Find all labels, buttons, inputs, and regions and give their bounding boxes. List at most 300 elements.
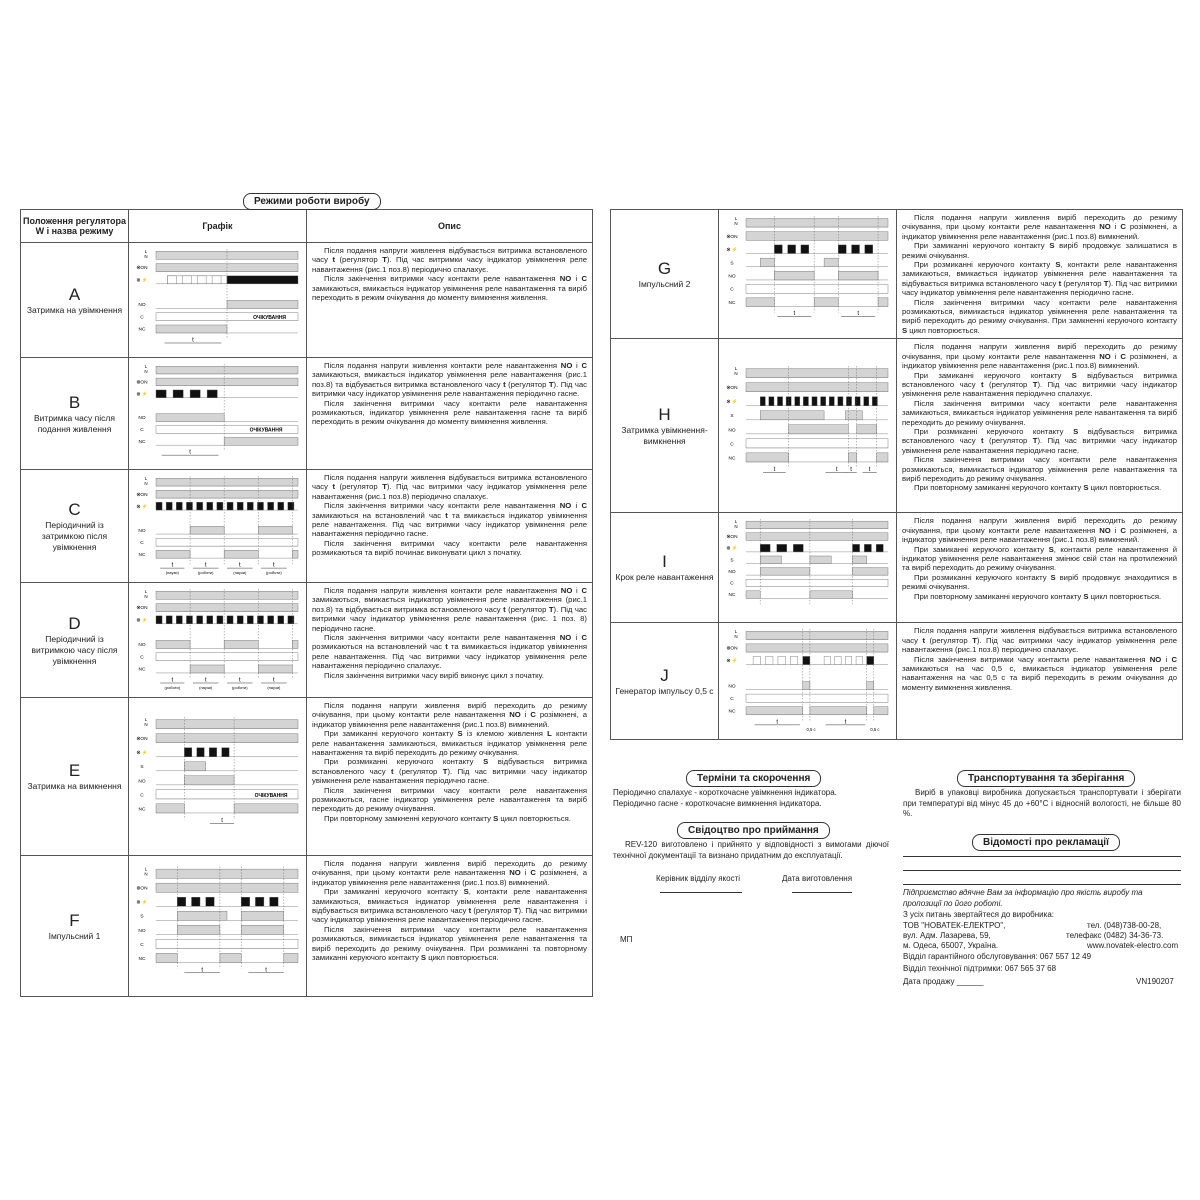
graph-label-led: ⊗ ⚡ (725, 547, 738, 553)
led-pulse (277, 616, 283, 624)
graph-label-nc: NC (138, 667, 145, 673)
control-s-bar (760, 411, 824, 420)
graph-label-c: C (729, 442, 734, 448)
company-city: м. Одеса, 65007, Україна. (903, 941, 999, 950)
company-web[interactable]: www.novatek-electro.com (1087, 941, 1179, 950)
graph-label-no: NO (137, 303, 146, 309)
mode-desc-cell (307, 470, 593, 583)
graph-label-on: ⊗ON (725, 535, 738, 541)
led-pulse (267, 502, 273, 510)
led-pulse (760, 397, 765, 406)
desc-paragraph: При замиканні керуючого контакту S із клемою живлення L контакти реле навантаження замикаються, вмикається індикатор увімкнення реле навантаження та виріб переходить до режиму очікування. (312, 729, 588, 758)
contact-intro: З усіх питань звертайтеся до виробника: (903, 910, 1054, 919)
time-label: t (238, 677, 241, 684)
graph-label-on: ⊗ON (135, 492, 148, 498)
time-label: t (188, 449, 191, 456)
led-pulse (196, 748, 203, 757)
nc-contact-bar (219, 953, 240, 962)
mode-name: Витримка часу після подання живлення (34, 412, 115, 434)
led-pulse (237, 616, 243, 624)
timing-diagram-d (130, 583, 306, 696)
led-pulse (212, 276, 221, 284)
no-contact-bar (156, 640, 190, 648)
mode-description (307, 856, 592, 965)
graph-label-l: L (734, 216, 737, 221)
power-bar (746, 521, 888, 529)
mode-graph-cell (129, 698, 307, 856)
mode-desc-cell (307, 698, 593, 856)
claims-line (903, 884, 1181, 885)
graph-label-on: ⊗ON (135, 266, 148, 272)
nc-contact-bar (746, 298, 774, 307)
led-pulse (846, 397, 851, 406)
led-pulse (156, 616, 162, 624)
time-label: t (204, 562, 207, 569)
timing-diagram-i (720, 513, 896, 621)
led-pulse (237, 502, 243, 510)
mode-description (307, 698, 592, 826)
desc-paragraph: При розмиканні керуючого контакту S, контакти реле навантаження замикаються, вмикається індикатор увімкнення реле навантаження та відбувається витримка встановленого часу t (регулятор T). Під час витримки часу індикатор увімкнення реле навантаження періодично гасне. (902, 260, 1178, 298)
graph-label-nc: NC (138, 807, 145, 813)
mode-name: Затримка на вимкнення (27, 781, 122, 791)
mode-graph-cell (129, 470, 307, 583)
time-label: t (849, 467, 852, 474)
graph-label-led: ⊗ ⚡ (725, 400, 738, 406)
no-contact-bar (227, 300, 298, 308)
mode-name: Періодичний із витримкою часу після увімкнення (31, 633, 118, 666)
on-indicator-bar (156, 378, 298, 386)
on-indicator-bar (746, 232, 888, 241)
mode-letter: G (657, 258, 672, 278)
time-sub-label: (роботи) (197, 570, 214, 576)
led-pulse (851, 245, 859, 254)
mode-row-f (21, 856, 593, 997)
led-pulse (838, 245, 846, 254)
power-bar (156, 591, 298, 599)
timing-diagram-a (130, 243, 306, 356)
graph-label-n: N (733, 371, 738, 377)
time-label: t (773, 467, 775, 474)
mode-letter: D (68, 613, 81, 633)
time-sub-label: (роботи) (164, 684, 180, 690)
graph-label-c: C (139, 428, 144, 434)
signature-line (660, 892, 742, 893)
led-pulse (247, 616, 253, 624)
no-contact-bar (774, 271, 814, 280)
desc-paragraph: При замиканні керуючого контакту S, контакти реле навантаження замикаються, вмикається індикатор увімкнення реле навантаження і відбувається витримка встановленого часу t (регулятор T). Під час витримки часу індикатор увімкнення реле навантаження періодично гасне. (312, 887, 588, 925)
graph-label-n: N (143, 722, 148, 727)
time-label: t (238, 562, 241, 569)
led-pulse (173, 390, 183, 398)
time-label: t (835, 467, 838, 474)
timing-diagram-e (130, 698, 306, 854)
mode-row-i (611, 513, 1183, 623)
graph-label-s: S (729, 261, 734, 267)
desc-paragraph: Після закінчення витримки часу виріб виконує цикл з початку. (324, 670, 544, 680)
graph-label-n: N (143, 871, 148, 877)
nc-contact-bar (156, 804, 184, 813)
mode-name: Імпульсний 1 (48, 930, 101, 941)
nc-contact-bar (190, 665, 224, 673)
mode-description (897, 210, 1182, 338)
nc-contact-bar (876, 453, 887, 462)
header-graph: Графік (129, 210, 307, 243)
led-pulse (221, 748, 228, 757)
graph-label-led: ⊗ ⚡ (135, 900, 148, 906)
no-contact-bar (802, 682, 809, 690)
desc-paragraph: Після закінчення витримки часу контакти реле навантаження розмикаються, гасне індикатор увімкнення реле навантаження та виріб переходить до режиму очікування. (312, 785, 587, 814)
term-line: Періодично гасне - короткочасне вимкнення індикатора. (613, 798, 822, 808)
led-pulse (207, 390, 217, 398)
nc-contact-bar (292, 550, 298, 558)
modes-heading: Режими роботи виробу (243, 193, 381, 210)
graph-label-s: S (139, 765, 144, 771)
nc-contact-bar (746, 453, 789, 462)
graph-label-l: L (144, 476, 147, 481)
graph-label-l: L (144, 866, 147, 872)
mode-letter: E (68, 761, 81, 780)
graph-label-nc: NC (138, 552, 145, 558)
time-sub-label: (паузи) (266, 684, 280, 690)
mode-name: Періодичний із затримкою після увімкнення (41, 519, 108, 552)
desc-paragraph: Після подання напруги живлення відбувається витримка встановленого часу t (регулятор T). Під час витримки часу індикатор увімкнення реле навантаження (рис.1 поз.8) періодично спалахує. (312, 473, 587, 501)
graph-label-nc: NC (728, 300, 735, 306)
no-contact-bar (838, 271, 878, 280)
desc-paragraph: Після закінчення витримки часу контакти реле навантаження розмикаються та виріб починає виконувати цикл з початку. (312, 538, 587, 558)
graph-label-nc: NC (728, 709, 735, 715)
graph-label-no: NO (727, 428, 736, 434)
graph-label-led: ⊗ ⚡ (135, 278, 148, 284)
control-s-bar (809, 556, 830, 564)
modes-table-left (20, 209, 593, 997)
led-pulse (206, 502, 212, 510)
led-pulse (190, 390, 200, 398)
nc-contact-bar (224, 437, 298, 445)
led-pulse (216, 502, 222, 510)
on-indicator-bar (746, 383, 888, 392)
control-s-bar (852, 556, 866, 564)
desc-paragraph: Після закінчення витримки часу контакти реле навантаження розмикаються, вимикається індикатор увімкнення реле навантаження та виріб переходить до режиму очікування. При замкненні керуючого контакту S цикл повторюється. (902, 297, 1177, 335)
desc-paragraph: Після подання напруги живлення контакти реле навантаження NO і C замикаються, вмикається індикатор увімкнення реле навантаження (рис.1 поз.8) та відбувається витримка встановленого часу t (регулятор T). Під час витримки часу індикатор увімкнення реле навантаження періодично гасне. (312, 361, 587, 399)
graph-label-n: N (143, 369, 148, 374)
desc-paragraph: Після подання напруги живлення відбувається витримка встановленого часу t (регулятор T). Під час витримки часу індикатор увімкнення реле навантаження (рис.1 поз.8) періодично спалахує. (312, 246, 587, 274)
led-pulse (824, 657, 830, 665)
led-pulse (876, 545, 883, 553)
led-pulse (197, 276, 206, 284)
desc-paragraph: При розмиканні керуючого контакту S відбувається витримка встановленого часу t (регулятор T). Під час витримки часу індикатор увімкнення реле навантаження періодично гасне. (902, 426, 1178, 455)
led-pulse (166, 616, 172, 624)
claims-line (903, 856, 1181, 857)
mode-name: Затримка увімкнення-вимкнення (621, 424, 708, 446)
graph-label-l: L (144, 249, 147, 254)
mode-row-d (21, 583, 593, 698)
desc-paragraph: При повторному замкненні керуючого контакту S цикл повторюється. (324, 813, 571, 823)
desc-paragraph: Після закінчення витримки часу контакти реле навантаження NO і C розмикаються на встановлений час t та вимикається індикатор увімкнення реле навантаження. Під час витримки часу індикатор увімкнення реле навантаження періодично спалахує. (312, 633, 587, 671)
led-pulse (765, 657, 772, 665)
time-sub-label: (паузи) (232, 570, 246, 576)
led-pulse (803, 397, 808, 406)
mode-row-j (611, 623, 1183, 740)
led-pulse (205, 897, 214, 906)
mode-graph-cell (719, 339, 897, 513)
graph-label-no: NO (137, 928, 146, 934)
thanks-text: Підприємство вдячне Вам за інформацію про якість виробу та пропозиції по його роботі. (903, 888, 1143, 908)
mode-row-h (611, 339, 1183, 513)
on-indicator-bar (156, 490, 298, 498)
graph-label-no: NO (727, 570, 736, 576)
led-pulse (176, 616, 182, 624)
desc-paragraph: Після закінчення витримки часу контакти реле навантаження замикаються, вмикається індикатор увімкнення реле навантаження та виріб переходить до режиму очікування. (902, 398, 1177, 427)
mode-cell (611, 210, 719, 339)
graph-label-n: N (733, 524, 738, 530)
led-on-bar (802, 657, 809, 665)
mode-graph-cell (719, 623, 897, 740)
led-pulse (167, 276, 176, 284)
led-pulse (793, 545, 803, 553)
desc-paragraph: При розмиканні керуючого контакту S виріб продовжує знаходитися в режимі очікування. (902, 572, 1177, 592)
no-contact-bar (258, 526, 292, 534)
mode-row-g (611, 210, 1183, 339)
graph-label-on: ⊗ON (135, 737, 148, 743)
mode-graph-cell (129, 856, 307, 997)
power-bar (156, 366, 298, 374)
led-pulse (206, 616, 212, 624)
led-pulse (856, 657, 862, 665)
led-pulse (182, 276, 191, 284)
mode-name: Генератор імпульсу 0,5 с (615, 685, 714, 696)
nc-contact-bar (156, 550, 190, 558)
tech-support: Відділ технічної підтримки: 067 565 37 68 (903, 964, 1057, 973)
no-contact-bar (856, 425, 876, 434)
desc-paragraph: Після закінчення витримки часу контакти реле навантаження NO і C замикаються на встановлений час t та вмикається індикатор увімкнення реле навантаження. Під час витримки часу індикатор увімкнення реле навантаження періодично гасне. (312, 501, 587, 539)
acceptance-title: Свідоцтво про приймання (677, 822, 830, 839)
led-pulse (872, 397, 877, 406)
c-contact-bar (156, 939, 298, 948)
graph-label-on: ⊗ON (135, 886, 148, 892)
led-pulse (255, 897, 264, 906)
desc-paragraph: Після подання напруги живлення відбувається витримка встановленого часу t (регулятор T). Під час витримки часу індикатор увімкнення реле навантаження (рис.1 поз.8) періодично спалахує. (902, 626, 1177, 655)
led-on-bar (227, 276, 298, 284)
desc-paragraph: Після закінчення витримки часу контакти реле навантаження розмикаються, вимикається індикатор увімкнення реле навантаження та виріб переходить до режиму очікування. (902, 455, 1177, 483)
timing-diagram-f (130, 856, 306, 995)
desc-paragraph: Після подання напруги живлення виріб переходить до режиму очікування, при цьому контакти реле навантаження NO і C розімкнені, а індикатор увімкнення реле навантаження (рис.1 поз.8) вимкнений. (312, 859, 587, 887)
graph-label-nc: NC (138, 327, 145, 333)
led-pulse (794, 397, 799, 406)
graph-label-led: ⊗ ⚡ (135, 504, 148, 510)
mode-row-a (21, 243, 593, 358)
graph-label-s: S (729, 558, 734, 564)
led-pulse (186, 616, 192, 624)
graph-label-nc: NC (138, 439, 145, 445)
nc-contact-bar (809, 591, 852, 599)
header-desc: Опис (307, 210, 593, 243)
graph-label-c: C (139, 942, 144, 948)
transport-title: Транспортування та зберігання (957, 770, 1135, 787)
graph-label-l: L (734, 366, 737, 372)
c-contact-bar (156, 538, 298, 546)
led-pulse (753, 657, 760, 665)
mode-letter: J (660, 665, 669, 685)
graph-label-c: C (729, 581, 734, 587)
half-second-label: 0,5 с (806, 727, 816, 733)
mode-description (307, 583, 592, 683)
no-contact-bar (184, 776, 234, 785)
mode-desc-cell (897, 623, 1183, 740)
nc-contact-bar (156, 325, 227, 333)
sale-date: Дата продажу ______ (903, 977, 984, 986)
graph-label-led: ⊗ ⚡ (135, 618, 148, 624)
control-s-bar (241, 911, 284, 920)
desc-paragraph: При повторному замиканні керуючого контакту S цикл повторюється. (914, 591, 1162, 601)
wait-label: ОЧІКУВАННЯ (249, 427, 282, 434)
led-pulse (196, 616, 202, 624)
no-contact-bar (190, 526, 224, 534)
mode-desc-cell (307, 856, 593, 997)
time-sub-label: (паузи) (198, 684, 212, 690)
led-pulse (852, 545, 859, 553)
term-line: Періодично спалахує - короткочасне увімкнення індикатора. (613, 788, 837, 797)
no-contact-bar (866, 682, 873, 690)
nc-contact-bar (156, 953, 177, 962)
mode-desc-cell (307, 243, 593, 358)
mode-letter: C (68, 499, 81, 519)
led-pulse (837, 397, 842, 406)
claims-line (903, 870, 1181, 871)
no-contact-bar (292, 640, 298, 648)
led-pulse (777, 657, 784, 665)
time-label: t (856, 311, 859, 318)
led-pulse (209, 748, 216, 757)
desc-paragraph: При замиканні керуючого контакту S виріб продовжує залишатися в режимі очікування. (902, 241, 1177, 260)
graph-label-nc: NC (138, 956, 145, 962)
timing-diagram-c (130, 470, 306, 581)
modes-table-right (610, 209, 1183, 740)
control-s-bar (824, 258, 838, 267)
led-pulse (241, 897, 250, 906)
led-pulse (277, 502, 283, 510)
graph-label-no: NO (137, 643, 146, 649)
no-contact-bar (788, 425, 848, 434)
graph-label-no: NO (727, 274, 736, 280)
desc-paragraph: Після подання напруги живлення виріб переходить до режиму очікування, при цьому контакти реле навантаження NO і C розімкнені, а індикатор увімкнення реле навантаження (рис.1 поз.8) вимкнений. (312, 701, 587, 729)
led-pulse (247, 502, 253, 510)
time-label: t (264, 967, 267, 974)
graph-label-on: ⊗ON (725, 386, 738, 392)
mode-description (897, 339, 1182, 496)
desc-paragraph: При повторному замиканні керуючого контакту S цикл повторюється. (914, 483, 1162, 493)
graph-label-c: C (729, 287, 734, 293)
led-pulse (834, 657, 840, 665)
led-pulse (196, 502, 202, 510)
desc-paragraph: При замиканні керуючого контакту S відбувається витримка встановленого часу t (регулятор T). Під час витримки часу індикатор увімкнення реле навантаження періодично спалахує. (902, 370, 1177, 399)
mode-row-c (21, 470, 593, 583)
nc-contact-bar (746, 591, 760, 599)
mode-graph-cell (719, 210, 897, 339)
timing-diagram-j (720, 623, 896, 738)
mode-graph-cell (129, 358, 307, 470)
nc-contact-bar (814, 298, 838, 307)
led-pulse (845, 657, 851, 665)
mode-description (307, 243, 592, 305)
time-label: t (170, 562, 173, 569)
nc-contact-bar (234, 804, 298, 813)
led-pulse (855, 397, 860, 406)
led-pulse (829, 397, 834, 406)
graph-label-no: NO (137, 779, 146, 785)
mode-letter: B (68, 392, 81, 412)
nc-contact-bar (848, 453, 857, 462)
time-label: t (220, 817, 223, 824)
graph-label-l: L (144, 364, 147, 369)
graph-label-n: N (143, 254, 148, 259)
nc-contact-bar (258, 665, 292, 673)
power-bar (156, 478, 298, 486)
desc-paragraph: Після закінчення витримки часу контакти реле навантаження NO і C замикаються, вмикається індикатор увімкнення реле навантаження та виріб переходить в режим очікування до моменту вимкнення живлення. (312, 274, 587, 303)
time-sub-label: (паузи) (165, 570, 179, 576)
desc-paragraph: Після закінчення витримки часу контакти реле навантаження розмикаються, вимикається індикатор увімкнення реле навантаження та виріб переходить до режиму очікування. При розмиканні та повторному замиканні керуючого контакту S цикл повторюється. (312, 924, 587, 963)
graph-label-on: ⊗ON (725, 234, 738, 240)
nc-contact-bar (873, 707, 887, 715)
mode-letter: I (662, 552, 667, 572)
led-pulse (216, 616, 222, 624)
time-label: t (775, 719, 778, 726)
mode-description (307, 358, 592, 430)
time-label: t (204, 677, 207, 684)
graph-label-nc: NC (728, 593, 735, 599)
desc-paragraph: Після подання напруги живлення виріб переходить до режиму очікування, при цьому контакти реле навантаження NO і C розімкнені, а індикатор увімкнення реле навантаження (рис.1 поз.8) вимкнений. (902, 516, 1177, 545)
half-second-label: 0,5 с (869, 727, 880, 733)
no-contact-bar (241, 925, 284, 934)
control-s-bar (760, 258, 774, 267)
graph-label-led: ⊗ ⚡ (135, 392, 148, 398)
c-contact-bar (156, 653, 298, 661)
led-pulse (177, 897, 186, 906)
company-street: вул. Адм. Лазарева, 59, (903, 931, 991, 940)
power-bar (156, 720, 298, 729)
led-pulse (227, 616, 233, 624)
led-pulse (774, 245, 782, 254)
wait-label: ОЧІКУВАННЯ (254, 792, 287, 799)
nc-contact-bar (746, 707, 803, 715)
on-indicator-bar (156, 604, 298, 612)
claims-title: Відомості про рекламації (972, 834, 1120, 851)
mode-name: Крок реле навантаження (615, 572, 714, 583)
doc-code: VN190207 (1136, 977, 1174, 986)
led-pulse (269, 897, 278, 906)
power-bar (746, 369, 888, 378)
mode-desc-cell (307, 358, 593, 470)
nc-contact-bar (283, 953, 297, 962)
graph-label-c: C (729, 697, 734, 703)
led-pulse (864, 245, 872, 254)
desc-paragraph: Після закінчення витримки часу контакти реле навантаження розмикаються, індикатор увімкнення реле навантаження гасне та виріб переходить в режим очікування до моменту вимкнення живлення. (312, 398, 587, 427)
graph-label-s: S (729, 414, 734, 420)
mode-cell (611, 339, 719, 513)
control-s-bar (184, 762, 205, 771)
date-line (792, 892, 852, 893)
desc-paragraph: При замиканні керуючого контакту S, контакти реле навантаження й індикатор увімкнення реле навантаження змінює свій стан на протилежний та виріб переходить до режиму очікування. (902, 544, 1177, 573)
company-phone: тел. (048)738-00-28, (1087, 921, 1162, 930)
control-s-bar (177, 911, 227, 920)
led-pulse (186, 502, 192, 510)
graph-label-nc: NC (728, 456, 735, 462)
no-contact-bar (760, 568, 810, 576)
graph-label-n: N (733, 221, 738, 226)
graph-label-n: N (733, 634, 738, 640)
time-label: t (170, 677, 173, 684)
mode-cell (21, 583, 129, 698)
mode-desc-cell (897, 513, 1183, 623)
